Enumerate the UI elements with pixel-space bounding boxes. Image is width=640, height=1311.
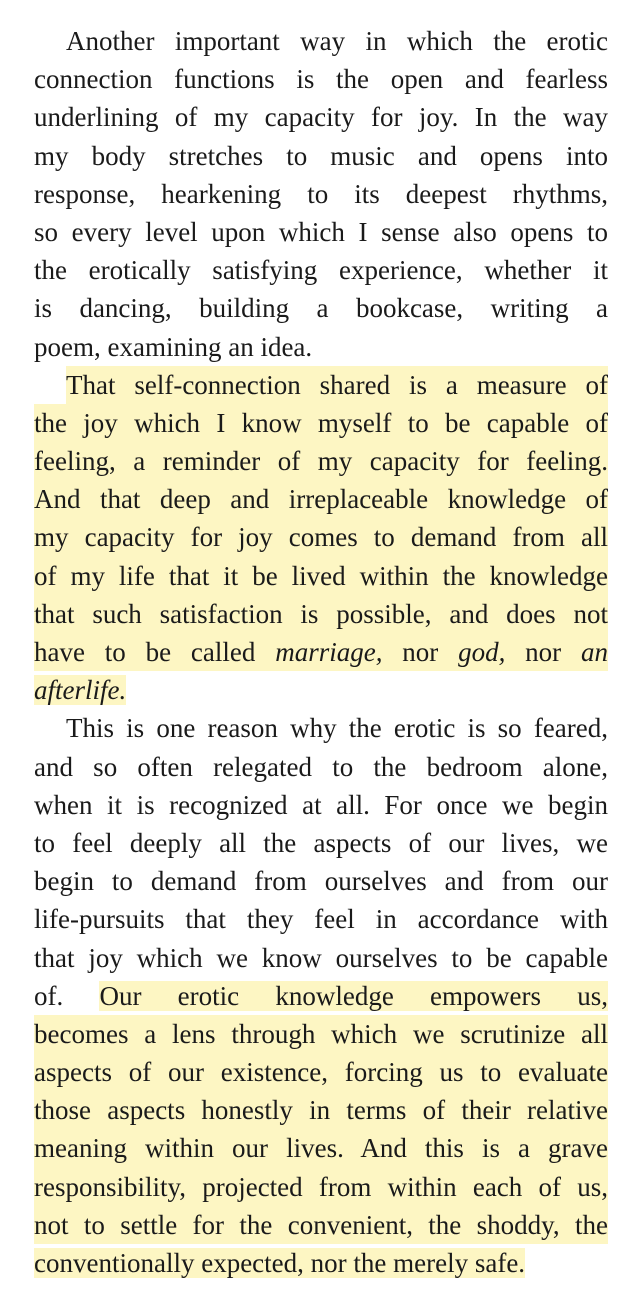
highlighted-line: That self-connection shared is a measure of bbox=[34, 366, 608, 404]
text-line: my body stretches to music and opens into bbox=[34, 140, 608, 171]
text-line: connection functions is the open and fearless bbox=[34, 64, 608, 95]
highlighted-line: responsibility, projected from within each of us, bbox=[34, 1168, 608, 1206]
italic-word: an bbox=[580, 637, 608, 667]
book-page bbox=[34, 22, 608, 1282]
highlighted-line: that such satisfaction is possible, and does not bbox=[34, 595, 608, 633]
highlighted-line: the joy which I know myself to be capable of bbox=[34, 404, 608, 442]
highlighted-line: my capacity for joy comes to demand from all bbox=[34, 518, 608, 556]
text-line: response, hearkening to its deepest rhythms, bbox=[34, 178, 608, 209]
text-line: to feel deeply all the aspects of our lives, we bbox=[34, 827, 608, 858]
highlighted-line: aspects of our existence, forcing us to evaluate bbox=[34, 1053, 608, 1091]
paragraph-2-highlighted bbox=[34, 366, 608, 710]
text-line: and so often relegated to the bedroom alone, bbox=[34, 751, 608, 782]
text-segment: nor bbox=[382, 637, 459, 667]
text-line: life-pursuits that they feel in accordance with bbox=[34, 904, 608, 935]
highlighted-line: And that deep and irreplaceable knowledge of bbox=[34, 480, 608, 518]
text-segment: nor bbox=[505, 637, 581, 667]
text-line: begin to demand from ourselves and from our bbox=[34, 866, 608, 897]
text-line: so every level upon which I sense also opens to bbox=[34, 216, 608, 247]
paragraph-1 bbox=[34, 22, 608, 366]
italic-word: god, bbox=[458, 637, 506, 667]
text-line: that joy which we know ourselves to be capable bbox=[34, 942, 608, 973]
highlighted-line: feeling, a reminder of my capacity for feeling. bbox=[34, 442, 608, 480]
text-line bbox=[34, 977, 608, 1015]
highlighted-line bbox=[34, 633, 608, 671]
text-line: poem, examining an idea. bbox=[34, 331, 313, 362]
italic-word: afterlife. bbox=[34, 675, 127, 706]
highlighted-line bbox=[34, 671, 608, 709]
italic-word: marriage, bbox=[275, 637, 383, 667]
paragraph-3 bbox=[34, 709, 608, 1282]
highlighted-line: becomes a lens through which we scrutinize all bbox=[34, 1015, 608, 1053]
highlighted-line bbox=[34, 1244, 608, 1282]
highlighted-line: of my life that it be lived within the knowledge bbox=[34, 557, 608, 595]
text-line: underlining of my capacity for joy. In the way bbox=[34, 102, 608, 133]
text-line: This is one reason why the erotic is so feared, bbox=[66, 713, 608, 744]
highlighted-line: those aspects honestly in terms of their relative bbox=[34, 1091, 608, 1129]
text-line: when it is recognized at all. For once we begin bbox=[34, 789, 608, 820]
text-line: is dancing, building a bookcase, writing a bbox=[34, 293, 608, 324]
highlighted-segment: conventionally expected, nor the merely safe. bbox=[34, 1248, 526, 1278]
text-segment: of. bbox=[34, 980, 100, 1011]
highlighted-line: not to settle for the convenient, the shoddy, the bbox=[34, 1206, 608, 1244]
highlighted-segment: Our erotic knowledge empowers us, bbox=[99, 980, 608, 1011]
highlighted-line: meaning within our lives. And this is a grave bbox=[34, 1129, 608, 1167]
text-line: the erotically satisfying experience, whether it bbox=[34, 255, 608, 286]
text-line: Another important way in which the erotic bbox=[66, 26, 608, 56]
text-segment: have to be called bbox=[34, 637, 276, 667]
